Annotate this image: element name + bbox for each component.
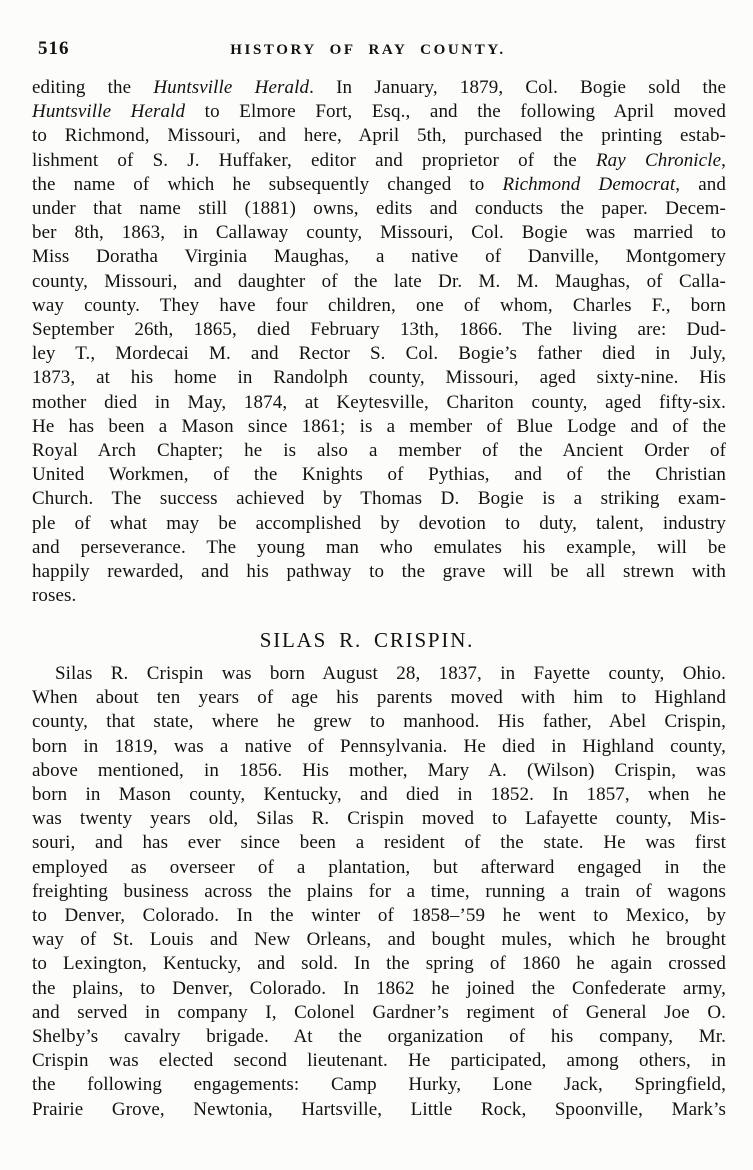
text-line: Silas R. Crispin was born August 28, 1837, in Fayette county, Ohio. <box>55 663 726 684</box>
text-line: was twenty years old, Silas R. Crispin moved to Lafayette county, Mis- <box>32 808 726 830</box>
text-line: Shelby’s cavalry brigade. At the organization of his company, Mr. <box>32 1026 726 1048</box>
text-line: county, that state, where he grew to manhood. His father, Abel Crispin, <box>32 711 726 733</box>
text-line: way of St. Louis and New Orleans, and bought mules, which he brought <box>32 929 726 951</box>
text-line: to Denver, Colorado. In the winter of 1858–’59 he went to Mexico, by <box>32 905 726 927</box>
text-line: Royal Arch Chapter; he is also a member of the Ancient Order of <box>32 440 726 462</box>
text-line: roses. <box>32 585 77 607</box>
text-line: above mentioned, in 1856. His mother, Mary A. (Wilson) Crispin, was <box>32 759 726 781</box>
text-line: ley T., Mordecai M. and Rector S. Col. Bogie’s father died in July, <box>32 343 726 365</box>
text-line: and served in company I, Colonel Gardner’s regiment of General Joe O. <box>32 1001 726 1023</box>
text-line: born in Mason county, Kentucky, and died in 1852. In 1857, when he <box>32 784 726 806</box>
text-line: county, Missouri, and daughter of the late Dr. M. M. Maughas, of Calla- <box>32 270 726 292</box>
text-line: lishment of S. J. Huffaker, editor and proprietor of the Ray Chronicle, <box>32 149 726 171</box>
text-line: editing the Huntsville Herald. In January, 1879, Col. Bogie sold the <box>32 77 726 98</box>
running-header-title: HISTORY OF RAY COUNTY. <box>230 42 506 58</box>
text-line: the name of which he subsequently changed to Richmond Democrat, and <box>32 173 726 195</box>
crispin-biography-paragraph <box>32 662 726 1122</box>
text-line: born in 1819, was a native of Pennsylvania. He died in Highland county, <box>32 735 726 757</box>
text-line: to Richmond, Missouri, and here, April 5th, purchased the printing estab- <box>32 125 726 147</box>
text-line: and perseverance. The young man who emulates his example, will be <box>32 536 726 558</box>
text-line: He has been a Mason since 1861; is a member of Blue Lodge and of the <box>32 415 726 437</box>
page-number: 516 <box>38 38 70 59</box>
text-line: Crispin was elected second lieutenant. He participated, among others, in <box>32 1050 726 1072</box>
text-line: under that name still (1881) owns, edits and conducts the paper. Decem- <box>32 198 726 220</box>
text-line: United Workmen, of the Knights of Pythias, and of the Christian <box>32 464 726 486</box>
text-line: employed as overseer of a plantation, but afterward engaged in the <box>32 856 726 878</box>
text-line: happily rewarded, and his pathway to the grave will be all strewn with <box>32 561 726 583</box>
text-line: 1873, at his home in Randolph county, Missouri, aged sixty-nine. His <box>32 367 726 389</box>
text-line: Huntsville Herald to Elmore Fort, Esq., and the following April moved <box>32 101 727 123</box>
text-line: the following engagements: Camp Hurky, Lone Jack, Springfield, <box>32 1074 726 1096</box>
text-line: way county. They have four children, one of whom, Charles F., born <box>32 294 726 316</box>
text-line: mother died in May, 1874, at Keytesville, Chariton county, aged fifty-six. <box>32 391 726 413</box>
text-line: Prairie Grove, Newtonia, Hartsville, Little Rock, Spoonville, Mark’s <box>32 1098 726 1120</box>
text-line: ber 8th, 1863, in Callaway county, Missouri, Col. Bogie was married to <box>32 222 726 244</box>
section-heading-silas-crispin: SILAS R. CRISPIN. <box>259 628 475 652</box>
text-line: Miss Doratha Virginia Maughas, a native of Danville, Montgomery <box>32 246 726 268</box>
text-line: September 26th, 1865, died February 13th, 1866. The living are: Dud- <box>32 319 726 341</box>
text-line: to Lexington, Kentucky, and sold. In the spring of 1860 he again crossed <box>32 953 726 975</box>
text-line: freighting business across the plains for a time, running a train of wagons <box>32 880 726 902</box>
text-line: Church. The success achieved by Thomas D. Bogie is a striking exam- <box>32 488 726 510</box>
text-line: ple of what may be accomplished by devotion to duty, talent, industry <box>32 512 726 534</box>
text-line: When about ten years of age his parents moved with him to Highland <box>32 687 726 709</box>
text-line: souri, and has ever since been a resident of the state. He was first <box>32 832 726 854</box>
bogie-biography-paragraph <box>32 76 726 608</box>
text-line: the plains, to Denver, Colorado. In 1862 he joined the Confederate army, <box>32 977 726 999</box>
